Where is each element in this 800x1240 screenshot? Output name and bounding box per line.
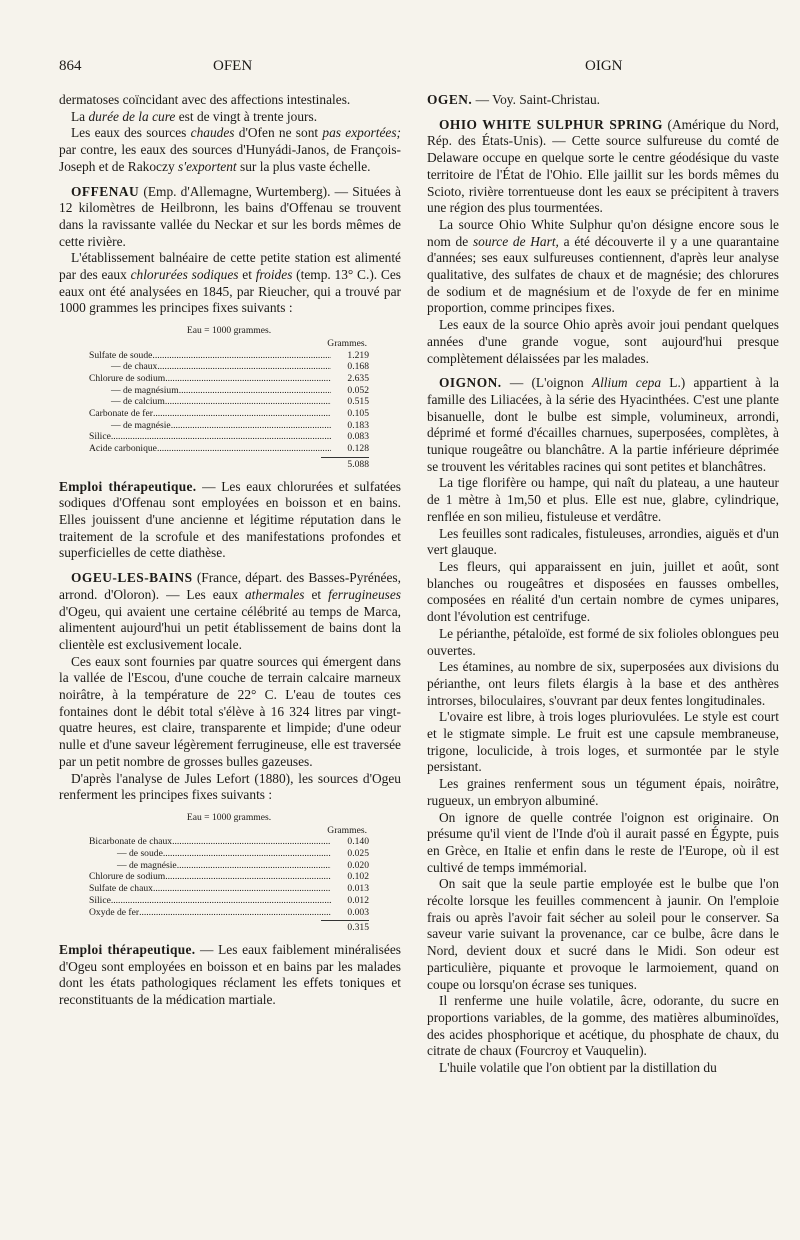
table-caption: Eau = 1000 grammes. bbox=[186, 811, 272, 823]
table-row: Oxyde de fer ..... 0.003 bbox=[89, 907, 369, 919]
entry-ohio: OHIO WHITE SULPHUR SPRING (Amérique du Nord, Rép. des États-Unis). — Cette source sulfureuse du comté de Delaware occupe en quelque sorte le centre géodésique du vaste territoire de l'État de l'Ohio. Elle jaillit sur les bords mêmes du Scioto, rivière torrentueuse dont les eaux se précipitent à travers une région des plus tourmentées. bbox=[427, 116, 779, 216]
entry-heading: OHIO WHITE SULPHUR SPRING bbox=[439, 116, 663, 132]
paragraph: Les eaux de la source Ohio après avoir joui pendant quelques années d'une grande vogue, sont aujourd'hui presque complètement délaissées par les malades. bbox=[427, 317, 779, 366]
entry-ogen: OGEN. — Voy. Saint-Christau. bbox=[427, 92, 600, 107]
table-total: 5.088 bbox=[321, 457, 369, 471]
table-row: — de soude ..... 0.025 bbox=[89, 848, 369, 860]
paragraph: Emploi thérapeutique. — Les eaux faiblement minéralisées d'Ogeu sont employées en boisson et en bains par les malades dont les états pathologiques réclament les effets toniques et reconstituants de la médication martiale. bbox=[59, 941, 401, 1008]
table-row: — de magnésie ..... 0.020 bbox=[89, 860, 369, 872]
table-row: Chlorure de sodium ..... 0.102 bbox=[89, 871, 369, 883]
table-row: Bicarbonate de chaux ..... 0.140 bbox=[89, 836, 369, 848]
paragraph: Ces eaux sont fournies par quatre sources qui émergent dans la vallée de l'Escou, d'une couche de terrain calcaire marneux noirâtre, à la température de 22° C. L'eau de toutes ces fontaines dont le débit total s'élève à 16 324 litres par vingt-quatre heures, est claire, transparente et limpide; d'une odeur nulle et d'une saveur légèrement ferrugineuse, elle est traversée par un petit nombre de grosses bulles gazeuses. bbox=[59, 653, 401, 769]
table-row: Sulfate de chaux ..... 0.013 bbox=[89, 883, 369, 895]
composition-table-offenau bbox=[89, 325, 369, 470]
subheading: Emploi thérapeutique. bbox=[59, 941, 196, 957]
paragraph: La durée de la cure est de vingt à trente jours. bbox=[71, 108, 318, 124]
entry-heading: OGEU-LES-BAINS bbox=[71, 570, 193, 586]
running-title-left: OFEN bbox=[213, 58, 253, 74]
table-row: Sulfate de soude ..... 1.219 bbox=[89, 350, 369, 362]
paragraph: Les feuilles sont radicales, fistuleuses, arrondies, aiguës et d'un vert glauque. bbox=[427, 525, 779, 558]
entry-heading: OGEN. bbox=[427, 92, 473, 107]
paragraph: Le périanthe, pétaloïde, est formé de six folioles oblongues peu ouvertes. bbox=[427, 625, 779, 658]
paragraph: Les graines renferment sous un tégument épais, noirâtre, rugueux, un embryon albuminé. bbox=[427, 776, 779, 808]
table-row: Chlorure de sodium ..... 2.635 bbox=[89, 373, 369, 385]
subheading: Emploi thérapeutique. bbox=[59, 478, 197, 494]
table-row: — de magnésium ..... 0.052 bbox=[89, 385, 369, 397]
running-title-right: OIGN bbox=[585, 58, 623, 74]
left-column bbox=[59, 92, 401, 1009]
paragraph: L'huile volatile que l'on obtient par la distillation du bbox=[439, 1060, 717, 1076]
table-row: — de calcium ..... 0.515 bbox=[89, 396, 369, 408]
table-row: — de magnésie ..... 0.183 bbox=[89, 420, 369, 432]
paragraph: Les fleurs, qui apparaissent en juin, juillet et août, sont blanches ou rougeâtres et disposées en fausses ombelles, composées en réalité d'un certain nombre de cymes unipares, dont l'évolution est centrifuge. bbox=[427, 558, 779, 625]
entry-offenau: OFFENAU (Emp. d'Allemagne, Wurtemberg). — Situées à 12 kilomètres de Heilbronn, les bains d'Offenau se trouvent dans la ravissante vallée du Neckar et sur les bords mêmes de cette rivière. bbox=[59, 183, 401, 249]
table-row: Silice ..... 0.012 bbox=[89, 895, 369, 907]
paragraph: L'ovaire est libre, à trois loges pluriovulées. Le style est court et le stigmate simple. Le fruit est une capsule membraneuse, trigone, loculicide, à trois loges, et surmontée par le style persistant. bbox=[427, 709, 779, 775]
paragraph: On ignore de quelle contrée l'oignon est originaire. On présume qu'il vient de l'Inde d'où il aurait passé en Égypte, puis en Grèce, en Italie et enfin dans le reste de l'Europe, où il est cultivé de temps immémorial. bbox=[427, 809, 779, 875]
entry-heading: OIGNON. bbox=[439, 375, 502, 391]
paragraph: D'après l'analyse de Jules Lefort (1880), les sources d'Ogeu renferment les principes fixes suivants : bbox=[59, 770, 401, 803]
table-caption: Eau = 1000 grammes. bbox=[186, 325, 272, 337]
page-number: 864 bbox=[59, 58, 82, 74]
table-total: 0.315 bbox=[321, 920, 369, 934]
entry-ogeu: OGEU-LES-BAINS (France, départ. des Basses-Pyrénées, arrond. d'Oloron). — Les eaux athermales et ferrugineuses d'Ogeu, qui avaient une certaine célébrité au temps de Marca, alimentent aujourd'hui un petit établissement de bains dont la clientèle est exclusivement locale. bbox=[59, 570, 402, 652]
paragraph: Il renferme une huile volatile, âcre, odorante, du sucre en proportions variables, de la gomme, des matières albuminoïdes, des acides phosphorique et acétique, du phosphate de chaux, du citrate de chaux (Fourcroy et Vauquelin). bbox=[427, 993, 779, 1059]
table-row: Carbonate de fer ..... 0.105 bbox=[89, 408, 369, 420]
paragraph: On sait que la seule partie employée est le bulbe que l'on récolte lorsque les feuilles commencent à jaunir. On l'emploie frais ou après l'avoir fait sécher au soleil pour le conserver. Sa saveur varie suivant la provenance, car ce bulbe, âcre dans le Nord, devient doux et sucré dans le Midi. Son odeur est particulière, piquante et provoque le larmoiement, quand on coupe ou lorsqu'on écrase ses tuniques. bbox=[427, 876, 779, 992]
composition-table-ogeu bbox=[89, 812, 369, 934]
table-row: Silice ..... 0.083 bbox=[89, 431, 369, 443]
table-unit: Grammes. bbox=[327, 337, 367, 349]
table-row: Acide carbonique ..... 0.128 bbox=[89, 443, 369, 455]
paragraph: dermatoses coïncidant avec des affections intestinales. bbox=[59, 92, 351, 107]
paragraph: Emploi thérapeutique. — Les eaux chlorurées et sulfatées sodiques d'Offenau sont employées en boisson et en bains. Elles jouissent d'une ancienne et légitime réputation dans le traitement de la scrofule et des manifestations profondes et superficielles de cette diathèse. bbox=[59, 478, 401, 561]
paragraph: Les étamines, au nombre de six, superposées aux divisions du périanthe, ont leurs filets élargis à la base et des anthères introrses, biloculaires, s'ouvrant par deux fentes longitudinales. bbox=[427, 659, 779, 708]
table-row: — de chaux ..... 0.168 bbox=[89, 361, 369, 373]
entry-oignon: OIGNON. — (L'oignon Allium cepa L.) appartient à la famille des Liliacées, à la série des Hyacinthées. C'est une plante bisanuelle, dont le bulbe est simple, volumineux, arrondi, déprimé et formé d'écailles charnues, superposées, complètes, à tunique rougeâtre ou blanchâtre. A la partie inférieure déprimée se trouvent les véritables racines qui sont petites et blanchâtres. bbox=[427, 375, 779, 474]
table-unit: Grammes. bbox=[327, 824, 367, 836]
paragraph: La source Ohio White Sulphur qu'on désigne encore sous le nom de source de Hart, a été découverte il y a une quarantaine d'années; ses eaux sulfureuses contiennent, d'après leur analyse qualitative, des sulfates de chaux et de magnésie; des chlorures de sodium et de magnésium et de l'oxyde de fer en minime proportion, comme principes fixes. bbox=[427, 216, 780, 316]
entry-heading: OFFENAU bbox=[71, 183, 140, 199]
right-column bbox=[427, 92, 779, 1077]
paragraph: La tige florifère ou hampe, qui naît du plateau, a une hauteur de 1 mètre à 1m,50 et plus. Elle est nue, glabre, cylindrique, renflée en son milieu, fistuleuse et verdâtre. bbox=[427, 475, 779, 524]
paragraph: Les eaux des sources chaudes d'Ofen ne sont pas exportées; par contre, les eaux des sources d'Hunyádi-Janos, de François-Joseph et de Rakoczy s'exportent sur la plus vaste échelle. bbox=[59, 125, 402, 174]
paragraph: L'établissement balnéaire de cette petite station est alimenté par des eaux chlorurées sodiques et froides (temp. 13° C.). Ces eaux ont été analysées en 1845, par Rieucher, qui a trouvé par 1000 grammes les principes fixes suivants : bbox=[59, 250, 402, 316]
